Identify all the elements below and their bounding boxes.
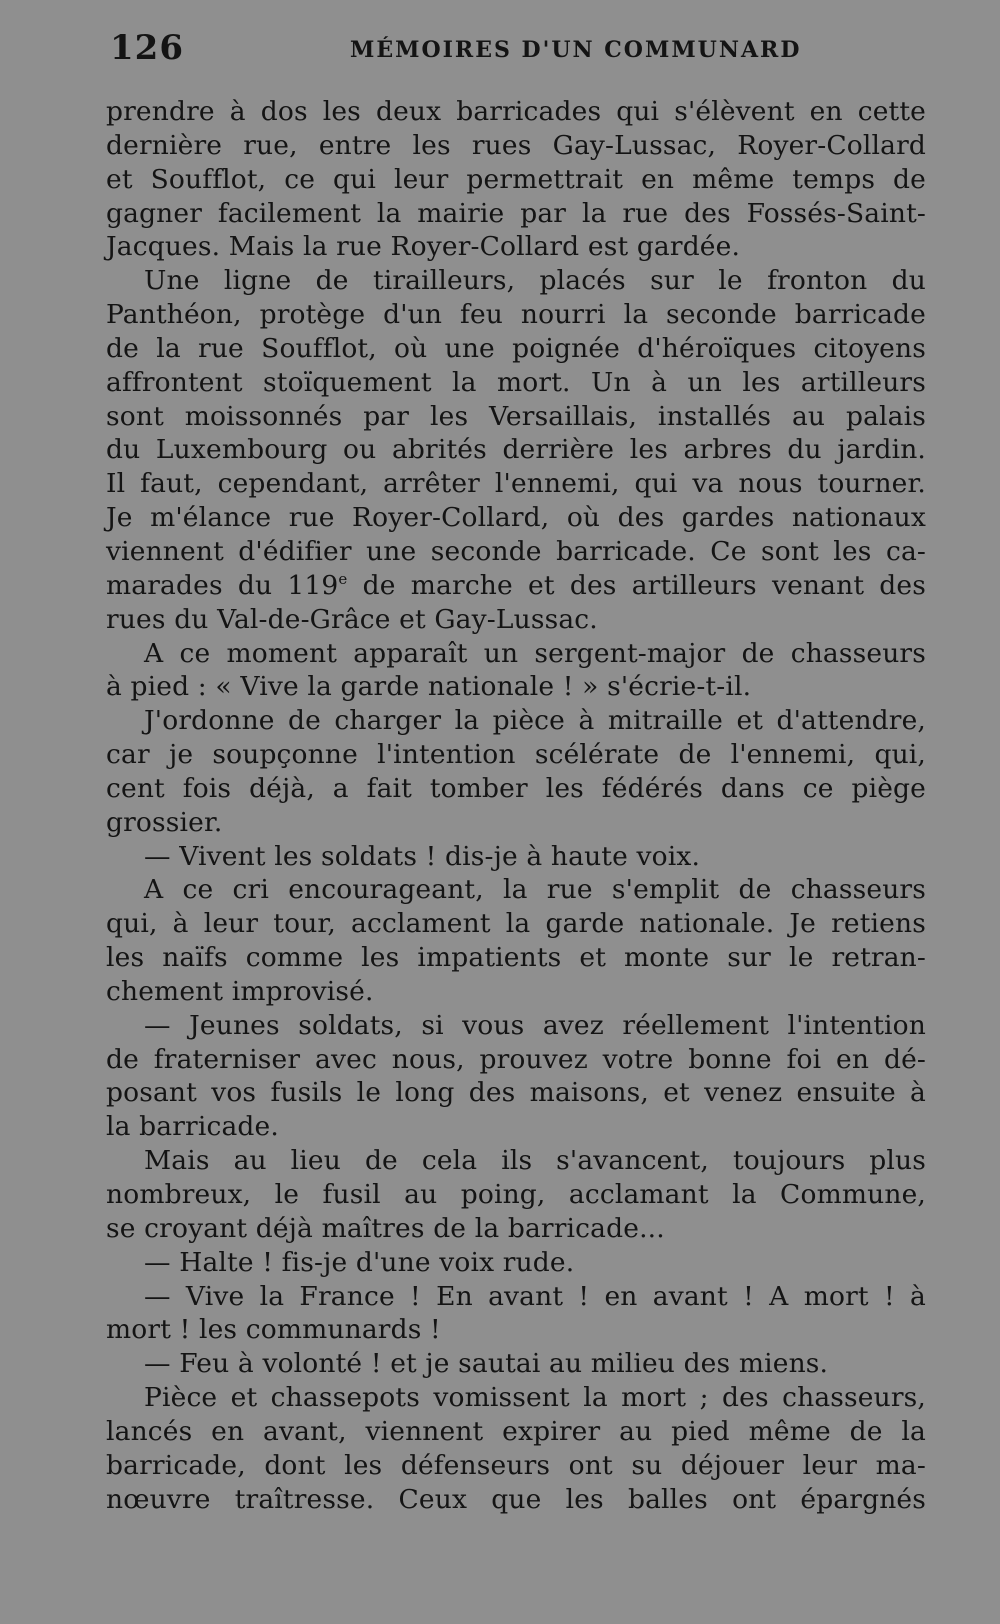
text-line: de fraterniser avec nous, prouvez votre bonne foi en dé- — [106, 1043, 926, 1075]
text-line: — Halte ! fis-je d'une voix rude. — [144, 1246, 575, 1278]
text-line: à pied : « Vive la garde nationale ! » s'écrie-t-il. — [106, 671, 752, 703]
text-line: du Luxembourg ou abrités derrière les arbres du jardin. — [106, 434, 926, 466]
text-segment: marades du 119 — [106, 569, 339, 601]
text-line: viennent d'édifier une seconde barricade. Ce sont les ca- — [106, 535, 926, 567]
text-line: Pièce et chassepots vomissent la mort ; des chasseurs, — [144, 1382, 926, 1414]
running-title: MÉMOIRES D'UN COMMUNARD — [350, 37, 802, 63]
text-line: barricade, dont les défenseurs ont su déjouer leur ma- — [106, 1449, 926, 1481]
text-line: Je m'élance rue Royer-Collard, où des gardes nationaux — [106, 502, 926, 534]
text-line: mort ! les communards ! — [106, 1314, 441, 1346]
text-line: chement improvisé. — [106, 975, 374, 1007]
text-line: cent fois déjà, a fait tomber les fédérés dans ce piège — [106, 772, 926, 804]
text-line: — Vivent les soldats ! dis-je à haute voix. — [144, 840, 701, 872]
text-line: gagner facilement la mairie par la rue des Fossés-Saint- — [106, 197, 926, 229]
text-line: et Soufflot, ce qui leur permettrait en même temps de — [106, 163, 926, 195]
page-header — [110, 28, 920, 72]
text-segment: de marche et des artilleurs venant des — [347, 569, 926, 601]
text-line: J'ordonne de charger la pièce à mitraille et d'attendre, — [144, 705, 926, 737]
text-line: posant vos fusils le long des maisons, et venez ensuite à — [106, 1077, 926, 1109]
text-line: A ce cri encourageant, la rue s'emplit de chasseurs — [144, 874, 926, 906]
text-line: grossier. — [106, 806, 223, 838]
body-text — [106, 95, 926, 1516]
text-line: lancés en avant, viennent expirer au pied même de la — [106, 1415, 926, 1447]
text-line: rues du Val-de-Grâce et Gay-Lussac. — [106, 603, 598, 635]
text-line: se croyant déjà maîtres de la barricade... — [106, 1212, 665, 1244]
page-number: 126 — [110, 28, 184, 68]
text-line: sont moissonnés par les Versaillais, installés au palais — [106, 400, 926, 432]
text-line: nombreux, le fusil au poing, acclamant la Commune, — [106, 1179, 926, 1210]
text-line: qui, à leur tour, acclament la garde nationale. Je retiens — [106, 908, 926, 940]
text-line: de la rue Soufflot, où une poignée d'héroïques citoyens — [106, 332, 926, 364]
text-line: les naïfs comme les impatients et monte sur le retran- — [106, 942, 926, 974]
text-line: Panthéon, protège d'un feu nourri la seconde barricade — [106, 299, 926, 331]
text-line: Jacques. Mais la rue Royer-Collard est gardée. — [106, 231, 741, 263]
text-line: dernière rue, entre les rues Gay-Lussac, Royer-Collard — [106, 129, 926, 161]
text-line: affrontent stoïquement la mort. Un à un les artilleurs — [106, 366, 926, 398]
text-line — [106, 569, 926, 603]
text-line: — Feu à volonté ! et je sautai au milieu des miens. — [144, 1348, 829, 1380]
text-line: Une ligne de tirailleurs, placés sur le fronton du — [144, 265, 926, 297]
text-line: la barricade. — [106, 1111, 279, 1143]
text-line: car je soupçonne l'intention scélérate de l'ennemi, qui, — [106, 739, 926, 771]
text-line: Il faut, cependant, arrêter l'ennemi, qui va nous tourner. — [106, 468, 926, 500]
text-line: Mais au lieu de cela ils s'avancent, toujours plus — [144, 1145, 926, 1177]
ordinal-superscript: e — [338, 569, 348, 588]
text-line: nœuvre traîtresse. Ceux que les balles ont épargnés — [106, 1483, 926, 1515]
text-line: — Jeunes soldats, si vous avez réellement l'intention — [144, 1009, 926, 1041]
text-line: prendre à dos les deux barricades qui s'élèvent en cette — [106, 96, 926, 127]
text-line: A ce moment apparaît un sergent-major de chasseurs — [144, 637, 926, 669]
text-line: — Vive la France ! En avant ! en avant ! A mort ! à — [144, 1280, 926, 1312]
